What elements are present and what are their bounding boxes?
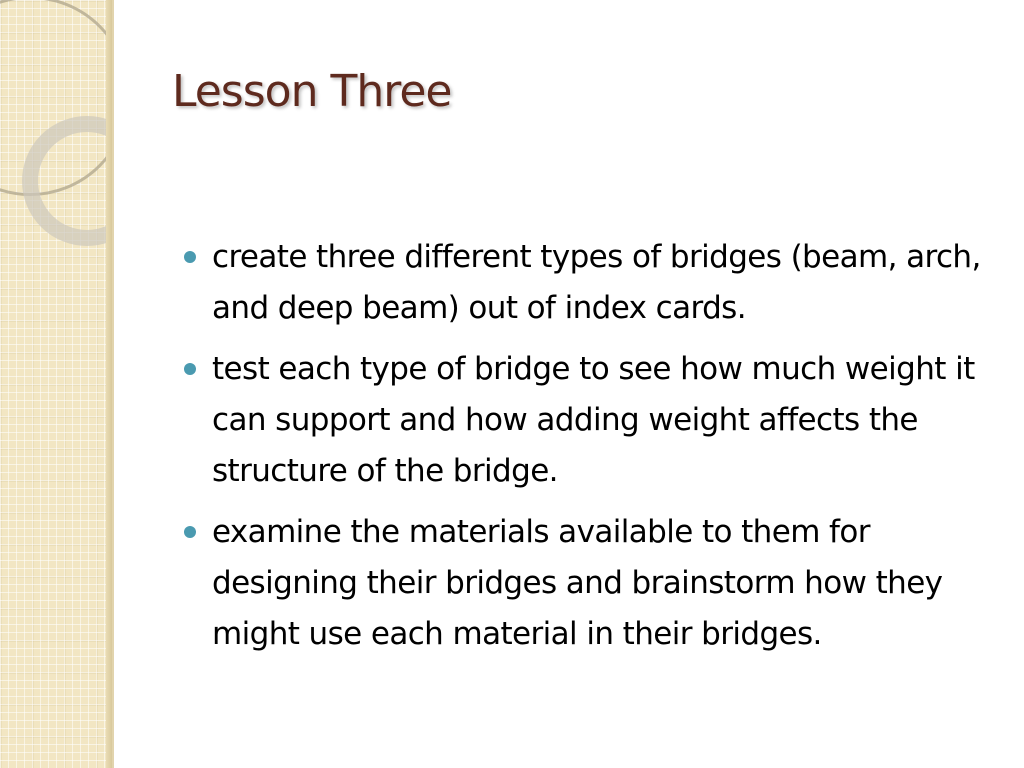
bullet-dot-icon xyxy=(184,526,196,538)
slide-title: Lesson Three xyxy=(172,66,452,117)
bullet-item xyxy=(182,232,992,334)
decorative-side-panel xyxy=(0,0,112,768)
bullet-dot-icon xyxy=(184,251,196,263)
bullet-text: test each type of bridge to see how much weight it can support and how adding weight affects the structure of the bridge. xyxy=(212,351,975,489)
bullet-item xyxy=(182,507,992,660)
bullet-list xyxy=(182,232,992,670)
bullet-text: create three different types of bridges (beam, arch, and deep beam) out of index cards. xyxy=(212,239,981,326)
bullet-item xyxy=(182,344,992,497)
bullet-text: examine the materials available to them for designing their bridges and brainstorm how they might use each material in their bridges. xyxy=(212,514,943,652)
side-divider xyxy=(112,0,114,768)
bullet-dot-icon xyxy=(184,363,196,375)
